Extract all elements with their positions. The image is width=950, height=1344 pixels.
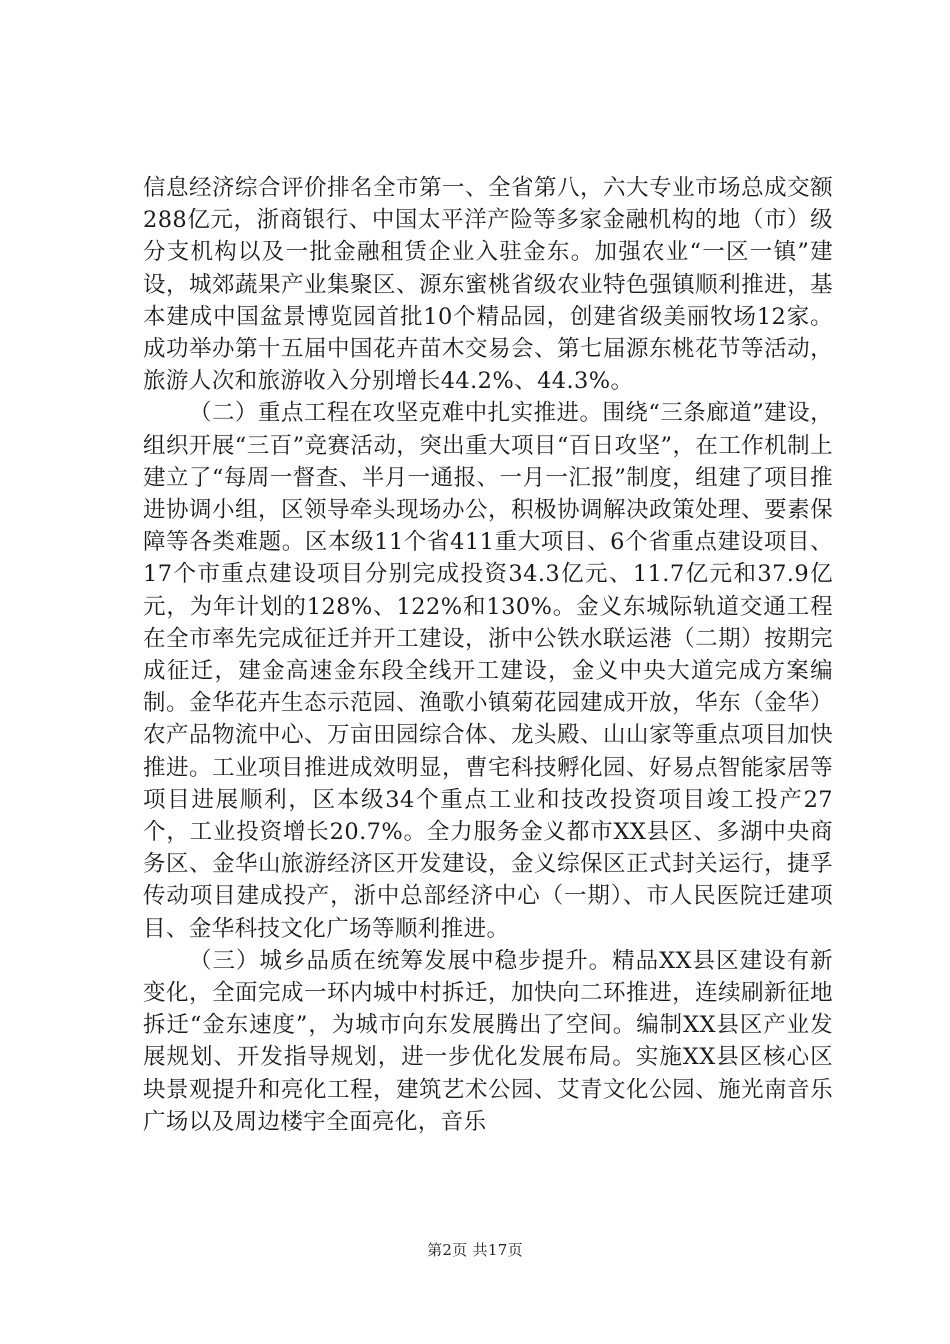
document-body	[143, 172, 833, 1138]
paragraph-continuation: 信息经济综合评价排名全市第一、全省第八，六大专业市场总成交额288亿元，浙商银行、中国太平洋产险等多家金融机构的地（市）级分支机构以及一批金融租赁企业入驻金东。加强农业“一区一镇”建设，城郊蔬果产业集聚区、源东蜜桃省级农业特色强镇顺利推进，基本建成中国盆景博览园首批10个精品园，创建省级美丽牧场12家。成功举办第十五届中国花卉苗木交易会、第七届源东桃花节等活动，旅游人次和旅游收入分别增长44.2%、44.3%。	[143, 175, 833, 395]
paragraph-section-3: （三）城乡品质在统筹发展中稳步提升。精品XX县区建设有新变化，全面完成一环内城中村拆迁，加快向二环推进，连续刷新征地拆迁“金东速度”，为城市向东发展腾出了空间。编制XX县区产业发展规划、开发指导规划，进一步优化发展布局。实施XX县区核心区块景观提升和亮化工程，建筑艺术公园、艾青文化公园、施光南音乐广场以及周边楼宇全面亮化，音乐	[143, 947, 833, 1135]
page-footer: 第2页 共17页	[427, 1241, 523, 1259]
paragraph-section-2: （二）重点工程在攻坚克难中扎实推进。围绕“三条廊道”建设，组织开展“三百”竞赛活动，突出重大项目“百日攻坚”，在工作机制上建立了“每周一督查、半月一通报、一月一汇报”制度，组建了项目推进协调小组，区领导牵头现场办公，积极协调解决政策处理、要素保障等各类难题。区本级11个省411重大项目、6个省重点建设项目、17个市重点建设项目分别完成投资34.3亿元、11.7亿元和37.9亿元，为年计划的128%、122%和130%。金义东城际轨道交通工程在全市率先完成征迁并开工建设，浙中公铁水联运港（二期）按期完成征迁，建金高速金东段全线开工建设，金义中央大道完成方案编制。金华花卉生态示范园、渔歌小镇菊花园建成开放，华东（金华）农产品物流中心、万亩田园综合体、龙头殿、山山家等重点项目加快推进。工业项目推进成效明显，曹宅科技孵化园、好易点智能家居等项目进展顺利，区本级34个重点工业和技改投资项目竣工投产27个，工业投资增长20.7%。全力服务金义都市XX县区、多湖中央商务区、金华山旅游经济区开发建设，金义综保区正式封关运行，捷孚传动项目建成投产，浙中总部经济中心（一期）、市人民医院迁建项目、金华科技文化广场等顺利推进。	[143, 400, 833, 942]
